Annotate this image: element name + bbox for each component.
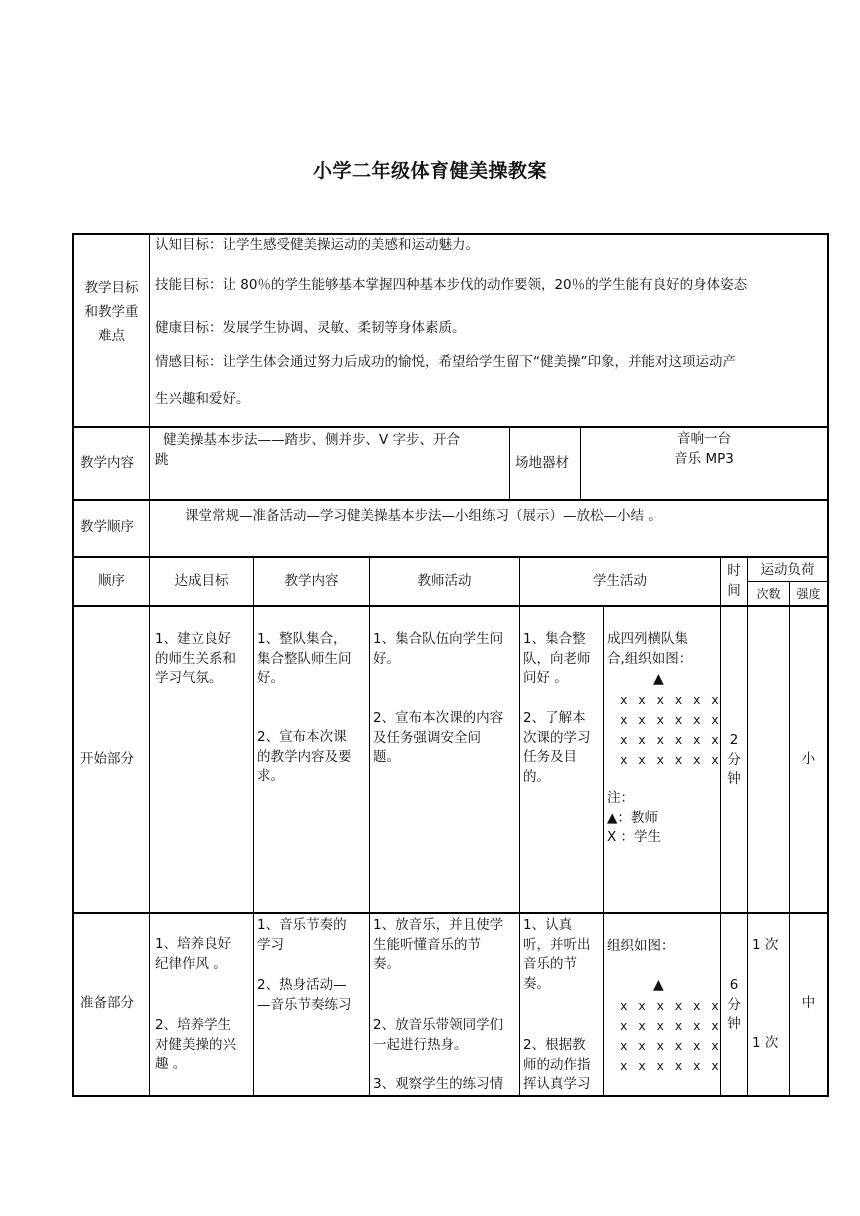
start-intensity: 小 <box>801 751 816 767</box>
table-border <box>72 233 829 235</box>
start-content-line: 求。 <box>257 768 284 784</box>
order-label: 教学顺序 <box>80 519 134 535</box>
start-teacher-line: 好。 <box>373 650 400 667</box>
table-border <box>827 233 829 1097</box>
prep-student-line: 2、根据教 <box>523 1037 586 1053</box>
prep-teacher-1 <box>373 916 503 975</box>
time-line: 2 <box>729 732 739 748</box>
prep-teacher-line: 2、放音乐带领同学们 <box>373 1017 504 1033</box>
equipment-label: 场地器材 <box>515 455 569 471</box>
header-count: 次数 <box>756 587 781 601</box>
prep-count-2: 1 次 <box>752 1035 779 1051</box>
start-teacher-1 <box>373 630 503 669</box>
col-divider <box>509 427 510 500</box>
teacher-marker-icon: ▲ <box>653 671 664 687</box>
row-divider <box>72 499 829 501</box>
prep-content-line: 1、音乐节奏的 <box>257 917 347 933</box>
content-label: 教学内容 <box>80 455 134 471</box>
prep-goal-line: 对健美操的兴 <box>155 1036 236 1053</box>
prep-goal-line: 2、培养学生 <box>155 1017 232 1033</box>
prep-goal-2 <box>155 1016 236 1075</box>
formation-row: x x x x x x <box>620 998 721 1013</box>
start-student-2 <box>523 709 591 787</box>
prep-student-line: 师的动作指 <box>523 1056 591 1073</box>
start-formation-intro <box>607 630 692 669</box>
start-student-line: 问好 。 <box>523 670 568 686</box>
prep-content-1 <box>257 916 347 955</box>
prep-student-line: 1、认真 <box>523 917 573 933</box>
prep-teacher-line: 一起进行热身。 <box>373 1036 468 1053</box>
prep-teacher-3: 3、观察学生的练习情 <box>373 1076 504 1092</box>
time-line: 钟 <box>727 1016 741 1032</box>
header-teacher: 教师活动 <box>417 573 472 589</box>
row-divider <box>72 912 829 914</box>
prep-time <box>721 976 747 1035</box>
time-line: 钟 <box>727 771 741 787</box>
legend <box>607 789 661 848</box>
prep-content-line: —音乐节奏练习 <box>257 996 352 1013</box>
goal-emotion: 情感目标：让学生体会通过努力后成功的愉悦，希望给学生留下“健美操”印象，并能对这项运动产 <box>155 354 736 370</box>
start-content-line: 2、宣布本次课 <box>257 729 347 745</box>
prep-teacher-line: 奏。 <box>373 956 400 972</box>
page-title: 小学二年级体育健美操教案 <box>312 160 547 182</box>
prep-teacher-line: 生能听懂音乐的节 <box>373 936 481 953</box>
header-load: 运动负荷 <box>760 562 815 578</box>
col-divider <box>519 557 520 1096</box>
col-divider <box>789 582 790 1096</box>
equipment-list <box>581 430 827 469</box>
row-divider <box>72 556 829 558</box>
time-line: 6 <box>729 977 739 993</box>
col-divider <box>603 606 604 1096</box>
student-formation <box>620 690 720 770</box>
goals-label-line: 难点 <box>98 328 125 344</box>
start-student-line: 2、了解本 <box>523 710 586 726</box>
prep-goal-line: 趣 。 <box>155 1056 187 1072</box>
goal-health: 健康目标：发展学生协调、灵敏、柔韧等身体素质。 <box>155 320 466 336</box>
start-content-line: 集合整队师生问 <box>257 650 352 667</box>
start-content-line: 的教学内容及要 <box>257 748 352 765</box>
header-seq: 顺序 <box>98 573 125 589</box>
order-text: 课堂常规—准备活动—学习健美操基本步法—小组练习（展示）—放松—小结 。 <box>185 508 662 524</box>
prep-student-line: 音乐的节 <box>523 956 577 972</box>
start-content-2 <box>257 728 352 787</box>
col-divider <box>253 557 254 1096</box>
teacher-marker-icon: ▲ <box>653 977 664 993</box>
start-student-line: 任务及目 <box>523 749 577 765</box>
prep-student-2 <box>523 1036 591 1095</box>
row-divider <box>72 426 829 428</box>
prep-student-line: 挥认真学习 <box>523 1076 591 1092</box>
start-teacher-line: 1、集合队伍向学生问 <box>373 631 504 647</box>
start-student-1 <box>523 630 591 689</box>
goals-label <box>74 276 149 348</box>
header-content: 教学内容 <box>284 573 339 589</box>
equipment-item: 音乐 MP3 <box>674 450 734 467</box>
formation-row: x x x x x x <box>620 712 721 727</box>
header-student: 学生活动 <box>593 573 647 589</box>
col-divider <box>149 233 150 1097</box>
formation-row: x x x x x x <box>620 1038 721 1053</box>
table-border <box>72 233 74 1097</box>
start-student-line: 的。 <box>523 768 550 785</box>
row-divider <box>72 605 829 607</box>
table-border <box>72 1095 829 1097</box>
start-time <box>721 731 747 790</box>
goals-label-line: 教学目标 <box>84 280 139 296</box>
formation-row: x x x x x x <box>620 1058 721 1073</box>
content-text: 健美操基本步法——踏步、侧并步、V 字步、开合 <box>163 432 461 448</box>
time-line: 分 <box>727 996 741 1013</box>
section-start: 开始部分 <box>80 751 134 767</box>
goal-cognitive: 认知目标：让学生感受健美操运动的美感和运动魅力。 <box>155 237 479 253</box>
start-goal <box>155 630 236 689</box>
start-goal-line: 1、建立良好 <box>155 631 232 647</box>
goal-emotion-cont: 生兴趣和爱好。 <box>155 391 250 407</box>
col-divider <box>369 557 370 1096</box>
header-goal: 达成目标 <box>174 573 229 589</box>
start-goal-line: 的师生关系和 <box>155 650 236 667</box>
section-prep: 准备部分 <box>80 995 134 1011</box>
equipment-item: 音响一台 <box>677 431 731 447</box>
content-text-cont: 跳 <box>155 452 169 468</box>
prep-formation-intro: 组织如图： <box>607 938 675 954</box>
start-content-1 <box>257 630 352 689</box>
goals-label-line: 和教学重 <box>84 304 139 320</box>
prep-teacher-2 <box>373 1016 503 1055</box>
formation-row: x x x x x x <box>620 752 721 767</box>
start-content-line: 好。 <box>257 670 284 686</box>
start-content-line: 1、整队集合， <box>257 631 347 647</box>
student-formation <box>620 996 720 1076</box>
prep-count-1: 1 次 <box>752 937 779 953</box>
prep-student-1 <box>523 916 591 994</box>
prep-content-2 <box>257 976 352 1015</box>
header-time-line: 时 <box>727 563 741 579</box>
start-student-line: 1、集合整 <box>523 631 586 647</box>
start-student-line: 队，向老师 <box>523 650 591 667</box>
time-line: 分 <box>727 751 741 768</box>
prep-teacher-line: 1、放音乐，并且使学 <box>373 917 504 933</box>
formation-row: x x x x x x <box>620 692 721 707</box>
header-time-line: 间 <box>727 582 741 599</box>
start-teacher-line: 及任务强调安全问 <box>373 729 481 746</box>
col-divider <box>747 557 748 1096</box>
load-header-divider <box>747 581 829 582</box>
legend-title: 注： <box>607 790 634 806</box>
formation-intro-line: 成四列横队集 <box>607 631 688 647</box>
prep-student-line: 听，并听出 <box>523 936 591 953</box>
start-goal-line: 学习气氛。 <box>155 670 223 686</box>
formation-row: x x x x x x <box>620 1018 721 1033</box>
start-teacher-2 <box>373 709 503 768</box>
header-time <box>721 562 747 601</box>
prep-student-line: 奏。 <box>523 975 550 992</box>
prep-goal-1 <box>155 935 231 974</box>
start-teacher-line: 2、宣布本次课的内容 <box>373 710 504 726</box>
start-teacher-line: 题。 <box>373 749 400 765</box>
legend-teacher: ▲：教师 <box>607 809 658 826</box>
formation-intro-line: 合,组织如图： <box>607 650 693 667</box>
goal-skill: 技能目标：让 80％的学生能够基本掌握四种基本步伐的动作要领，20％的学生能有良好的身体姿态 <box>155 277 748 293</box>
prep-content-line: 学习 <box>257 936 284 953</box>
header-intensity: 强度 <box>796 587 821 601</box>
prep-intensity: 中 <box>801 995 816 1011</box>
formation-row: x x x x x x <box>620 732 721 747</box>
start-student-line: 次课的学习 <box>523 729 591 746</box>
prep-goal-line: 1、培养良好 <box>155 936 232 952</box>
prep-goal-line: 纪律作风 。 <box>155 955 227 972</box>
legend-student: X ：学生 <box>607 829 662 845</box>
prep-content-line: 2、热身活动— <box>257 977 347 993</box>
